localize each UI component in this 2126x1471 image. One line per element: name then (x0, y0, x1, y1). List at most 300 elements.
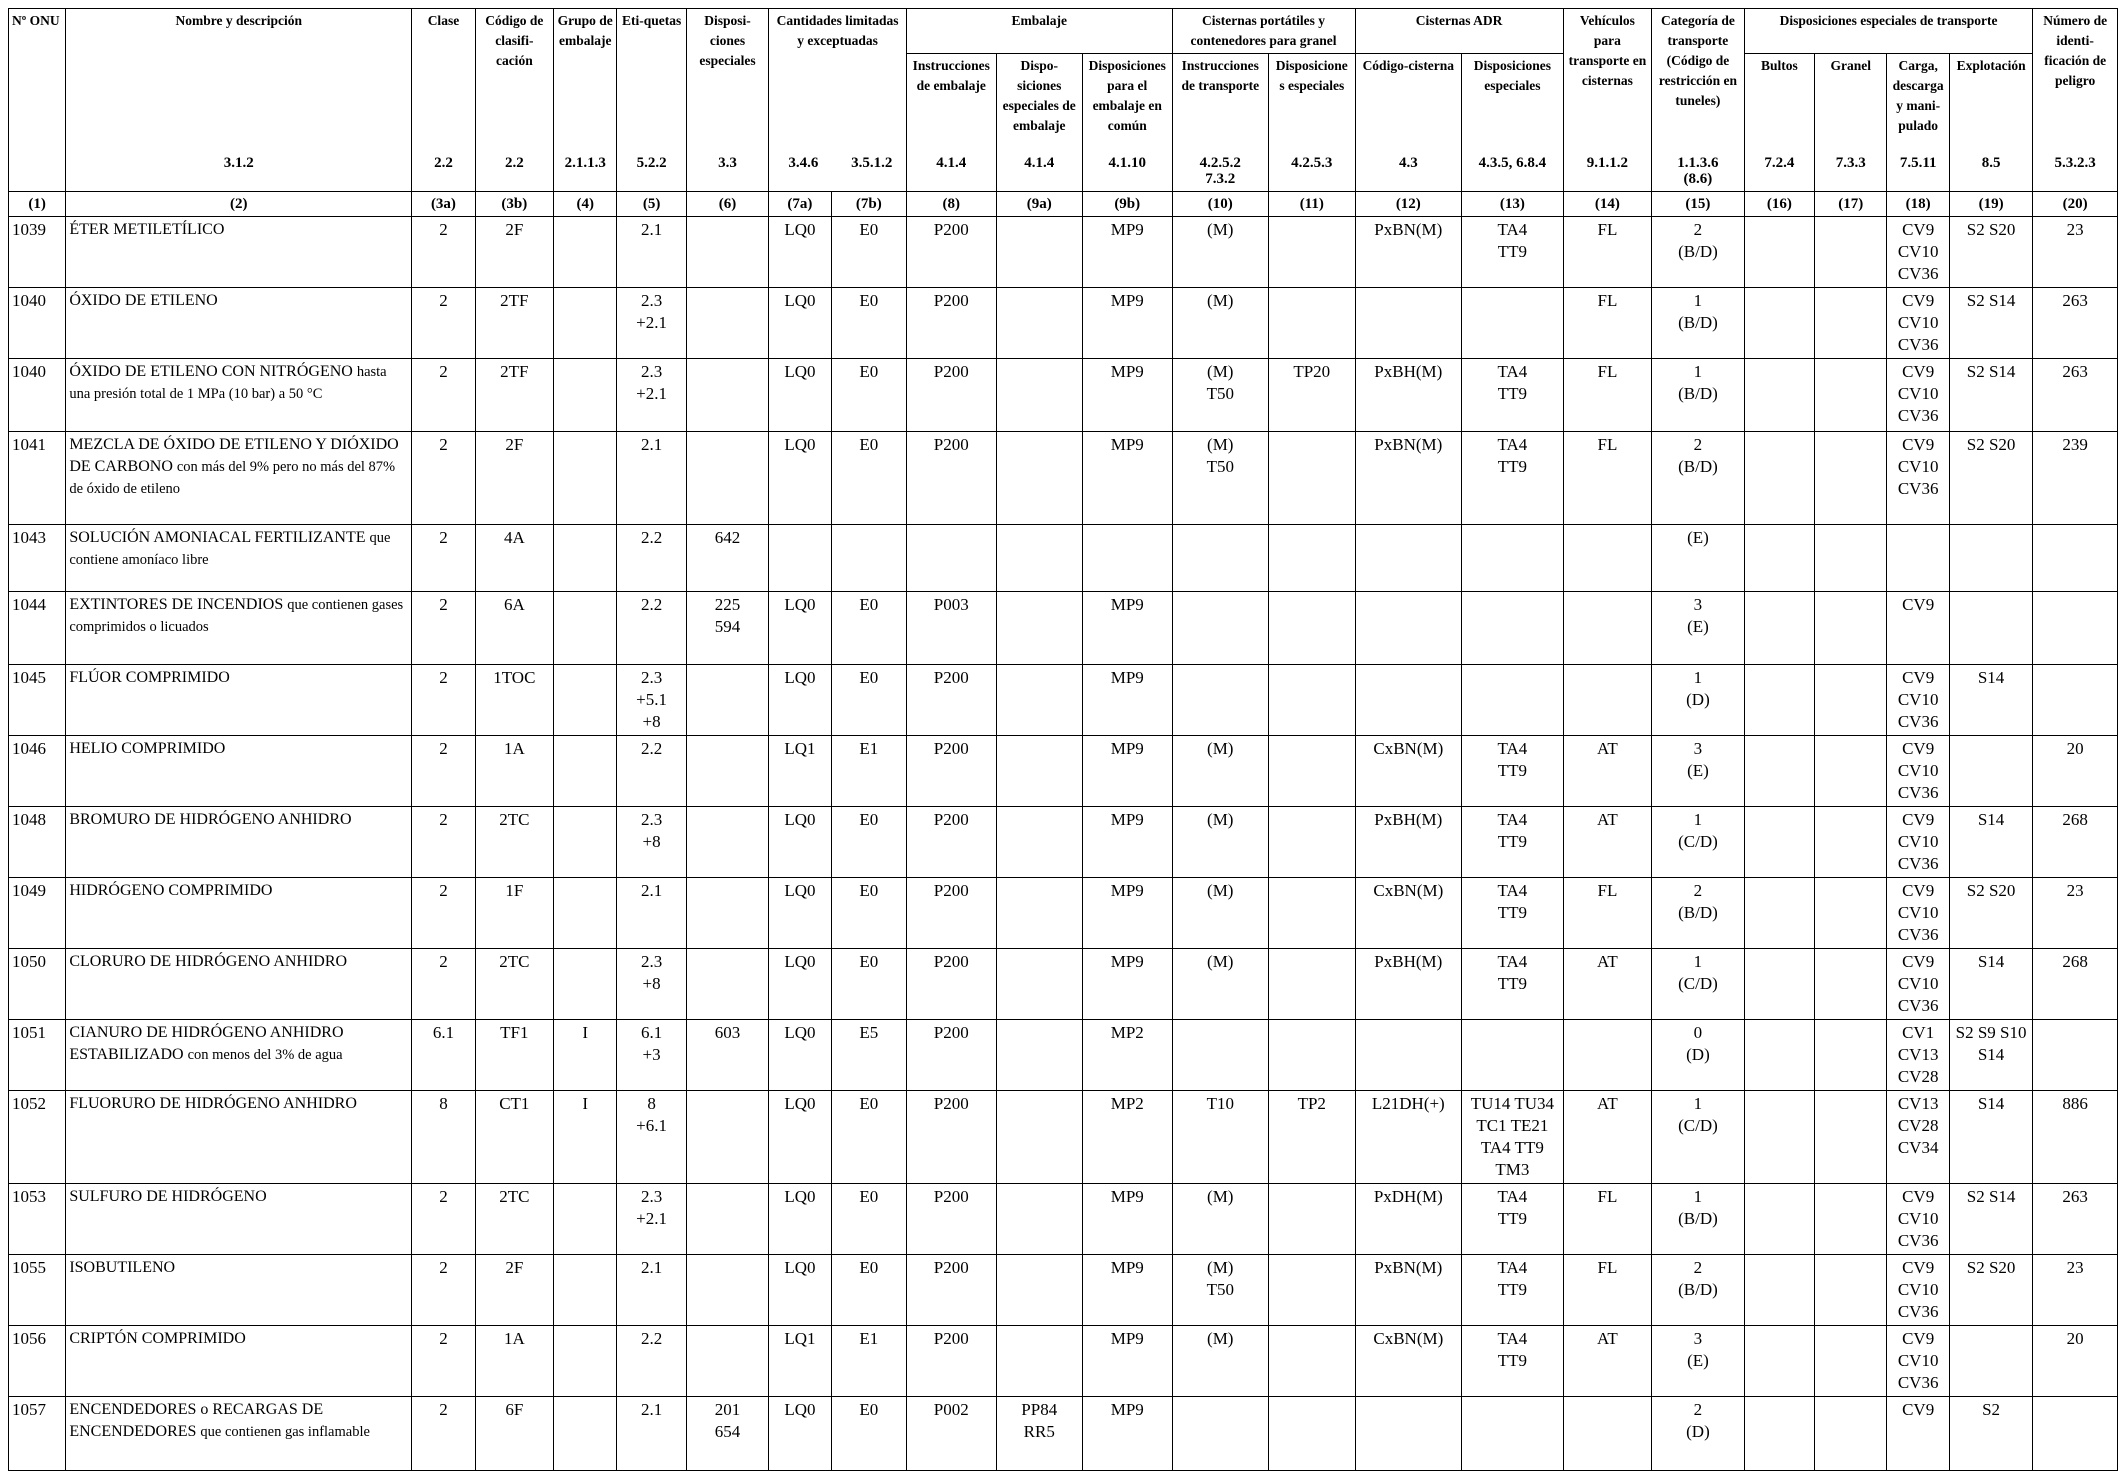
vehiculo-cisterna: FL (1563, 1255, 1652, 1326)
header-carga-ref: 7.5.11 (1899, 155, 1937, 171)
codigo-clasificacion: 2F (475, 217, 553, 288)
carga-descarga-line: CV10 (1897, 761, 1939, 780)
disposiciones-especiales-line: 603 (714, 1023, 741, 1042)
table-row (9, 1326, 2118, 1397)
etiquetas-line: 2.3 (640, 668, 663, 687)
header-cisternas-portatiles: Cisternas portátiles y contenedores para granel (1172, 9, 1355, 54)
header-explotacion-ref: 8.5 (1981, 155, 2001, 171)
explotacion (1949, 1020, 2033, 1091)
carga-descarga-line: CV28 (1897, 1116, 1939, 1135)
un-number: 1045 (9, 665, 66, 736)
vehiculo-cisterna: FL (1563, 359, 1652, 432)
numero-peligro (2033, 592, 2118, 665)
carga-descarga-line: CV34 (1897, 1138, 1939, 1157)
cisterna-portatil-instrucciones-line: (M) (1207, 220, 1234, 239)
cantidad-exceptuada: E5 (831, 1020, 906, 1091)
carga-descarga (1887, 1397, 1949, 1471)
disposiciones-especiales-line: 642 (714, 528, 741, 547)
carga-descarga (1887, 288, 1949, 359)
disposiciones-embalaje-line: PP84 (1021, 1400, 1058, 1419)
embalaje-comun: MP9 (1082, 359, 1172, 432)
granel (1815, 1326, 1887, 1397)
clase: 2 (412, 1397, 475, 1471)
header-disposiciones: Disposi-ciones especiales 3.3 (686, 9, 768, 192)
column-ref: (18) (1887, 192, 1949, 217)
cisterna-adr-disposiciones-line: TC1 TE21 (1476, 1116, 1549, 1135)
granel (1815, 1397, 1887, 1471)
cantidad-limitada: LQ1 (769, 736, 831, 807)
header-adr-disp: Disposiciones especiales 4.3.5, 6.8.4 (1462, 54, 1564, 192)
vehiculo-cisterna: AT (1563, 736, 1652, 807)
carga-descarga-line: CV36 (1897, 1231, 1939, 1250)
codigo-clasificacion: 2TC (475, 1184, 553, 1255)
header-name: Nombre y descripción 3.1.2 (66, 9, 412, 192)
column-ref: (6) (686, 192, 768, 217)
cantidad-exceptuada: E0 (831, 1397, 906, 1471)
categoria-transporte (1652, 949, 1745, 1020)
disposiciones-especiales-line: 225 (714, 595, 741, 614)
explotacion-line: S2 S9 S10 (1955, 1023, 2027, 1042)
carga-descarga-line: CV9 (1902, 952, 1935, 971)
codigo-clasificacion: 6A (475, 592, 553, 665)
clase: 2 (412, 736, 475, 807)
cisterna-portatil-instrucciones (1172, 288, 1269, 359)
codigo-clasificacion: CT1 (475, 1091, 553, 1184)
un-number: 1040 (9, 359, 66, 432)
header-disposiciones-ref: 3.3 (718, 155, 737, 171)
header-clase: Clase 2.2 (412, 9, 475, 192)
categoria-transporte (1652, 1397, 1745, 1471)
column-ref: (13) (1462, 192, 1564, 217)
etiquetas-line: +8 (642, 832, 661, 851)
un-number: 1041 (9, 432, 66, 525)
embalaje-comun: MP9 (1082, 1184, 1172, 1255)
substance-name-description: con más del 9% pero no más del 87% de óxido de etileno (69, 459, 396, 497)
header-etiquetas: Eti-quetas 5.2.2 (617, 9, 686, 192)
embalaje-comun: MP9 (1082, 807, 1172, 878)
vehiculo-cisterna (1563, 592, 1652, 665)
cantidad-exceptuada: E1 (831, 1326, 906, 1397)
cisterna-adr-disposiciones (1462, 949, 1564, 1020)
categoria-transporte-line: (E) (1687, 617, 1709, 636)
explotacion-line: S2 S20 (1966, 220, 2016, 239)
etiquetas (617, 525, 686, 592)
cantidad-limitada: LQ0 (769, 878, 831, 949)
substance-name-main: EXTINTORES DE INCENDIOS (69, 596, 284, 613)
numero-peligro: 268 (2033, 807, 2118, 878)
granel (1815, 432, 1887, 525)
embalaje-comun: MP9 (1082, 288, 1172, 359)
explotacion-line: S14 (1977, 952, 2005, 971)
vehiculo-cisterna: AT (1563, 807, 1652, 878)
header-clase-ref: 2.2 (434, 155, 453, 171)
cisterna-adr-disposiciones-line: TT9 (1497, 761, 1528, 780)
table-row (9, 878, 2118, 949)
column-ref: (15) (1652, 192, 1745, 217)
header-numero: Número de identi-ficación de peligro 5.3.2.3 (2033, 9, 2118, 192)
un-number: 1056 (9, 1326, 66, 1397)
carga-descarga-line: CV36 (1897, 335, 1939, 354)
cisterna-portatil-disposiciones (1269, 807, 1355, 878)
un-number: 1046 (9, 736, 66, 807)
codigo-clasificacion: 2F (475, 1255, 553, 1326)
codigo-cisterna: CxBN(M) (1355, 1326, 1462, 1397)
table-row (9, 1091, 2118, 1184)
header-cant-a-ref: 3.4.6 (788, 155, 819, 171)
etiquetas-line: 2.3 (640, 810, 663, 829)
header-adr-codigo-ref: 4.3 (1398, 155, 1418, 171)
column-ref: (3a) (412, 192, 475, 217)
categoria-transporte-line: 3 (1693, 595, 1703, 614)
categoria-transporte-line: 2 (1693, 220, 1703, 239)
categoria-transporte-line: 2 (1693, 1258, 1703, 1277)
explotacion (1949, 1326, 2033, 1397)
cisterna-adr-disposiciones (1462, 1020, 1564, 1091)
substance-name-main: ÓXIDO DE ETILENO (69, 292, 218, 309)
cantidad-exceptuada (831, 525, 906, 592)
cisterna-portatil-disposiciones (1269, 592, 1355, 665)
cisterna-adr-disposiciones-line: TT9 (1497, 903, 1528, 922)
etiquetas-line: +8 (642, 974, 661, 993)
codigo-clasificacion: 2TC (475, 807, 553, 878)
etiquetas (617, 1397, 686, 1471)
cisterna-portatil-disposiciones (1269, 525, 1355, 592)
cisterna-portatil-disposiciones (1269, 1326, 1355, 1397)
table-row (9, 359, 2118, 432)
substance-name (66, 1326, 412, 1397)
cisterna-portatil-instrucciones-line: (M) (1207, 810, 1234, 829)
bultos (1744, 432, 1814, 525)
carga-descarga (1887, 1326, 1949, 1397)
etiquetas-line: 2.2 (640, 1329, 663, 1348)
explotacion-line: S2 S20 (1966, 435, 2016, 454)
instrucciones-embalaje: P003 (907, 592, 997, 665)
carga-descarga (1887, 949, 1949, 1020)
substance-name (66, 1397, 412, 1471)
clase: 2 (412, 1184, 475, 1255)
carga-descarga-line: CV9 (1902, 1329, 1935, 1348)
header-name-ref: 3.1.2 (223, 155, 254, 171)
cisterna-portatil-instrucciones-line: (M) (1207, 435, 1234, 454)
granel (1815, 1184, 1887, 1255)
disposiciones-especiales (686, 359, 768, 432)
categoria-transporte-line: 1 (1693, 1187, 1703, 1206)
etiquetas (617, 217, 686, 288)
categoria-transporte-line: (E) (1687, 528, 1709, 547)
etiquetas-line: 2.1 (640, 881, 663, 900)
substance-name-main: FLUORURO DE HIDRÓGENO ANHIDRO (69, 1095, 357, 1112)
grupo-embalaje (554, 1184, 617, 1255)
cisterna-adr-disposiciones (1462, 1184, 1564, 1255)
etiquetas (617, 1326, 686, 1397)
numero-peligro (2033, 525, 2118, 592)
header-cant-b-ref: 3.5.1.2 (851, 155, 893, 171)
cisterna-portatil-instrucciones (1172, 878, 1269, 949)
granel (1815, 736, 1887, 807)
grupo-embalaje (554, 432, 617, 525)
column-ref: (1) (9, 192, 66, 217)
column-ref: (16) (1744, 192, 1814, 217)
substance-name-main: CIANURO DE HIDRÓGENO ANHIDRO ESTABILIZADO (69, 1024, 344, 1063)
numero-peligro: 23 (2033, 217, 2118, 288)
grupo-embalaje (554, 949, 617, 1020)
cisterna-portatil-disposiciones (1269, 665, 1355, 736)
header-embalaje: Embalaje (907, 9, 1173, 54)
disposiciones-especiales (686, 525, 768, 592)
cisterna-portatil-instrucciones-line: T50 (1206, 1280, 1234, 1299)
instrucciones-embalaje: P200 (907, 217, 997, 288)
table-row (9, 949, 2118, 1020)
clase: 2 (412, 359, 475, 432)
substance-name (66, 525, 412, 592)
clase: 2 (412, 949, 475, 1020)
etiquetas-line: +3 (642, 1045, 661, 1064)
cisterna-portatil-instrucciones-line: T50 (1206, 384, 1234, 403)
bultos (1744, 736, 1814, 807)
carga-descarga-line: CV10 (1897, 1209, 1939, 1228)
carga-descarga-line: CV36 (1897, 264, 1939, 283)
substance-name (66, 736, 412, 807)
header-onu: Nº ONU (9, 9, 66, 192)
un-number: 1040 (9, 288, 66, 359)
codigo-clasificacion: 1A (475, 736, 553, 807)
codigo-clasificacion: 6F (475, 1397, 553, 1471)
cisterna-portatil-instrucciones-line: (M) (1207, 1329, 1234, 1348)
cisterna-adr-disposiciones (1462, 288, 1564, 359)
explotacion-line: S2 S14 (1966, 1187, 2016, 1206)
granel (1815, 665, 1887, 736)
clase: 2 (412, 525, 475, 592)
header-carga: Carga, descarga y mani-pulado 7.5.11 (1887, 54, 1949, 192)
carga-descarga-line: CV10 (1897, 313, 1939, 332)
vehiculo-cisterna (1563, 1020, 1652, 1091)
etiquetas-line: +2.1 (636, 384, 667, 403)
etiquetas (617, 359, 686, 432)
categoria-transporte (1652, 1255, 1745, 1326)
instrucciones-embalaje (907, 525, 997, 592)
column-ref: (4) (554, 192, 617, 217)
cantidad-limitada: LQ0 (769, 592, 831, 665)
carga-descarga-line: CV36 (1897, 406, 1939, 425)
etiquetas (617, 592, 686, 665)
header-adr-codigo: Código-cisterna 4.3 (1355, 54, 1462, 192)
un-number: 1048 (9, 807, 66, 878)
cisterna-portatil-disposiciones (1269, 949, 1355, 1020)
explotacion-line: S2 (1982, 1400, 2001, 1419)
instrucciones-embalaje: P200 (907, 288, 997, 359)
carga-descarga-line: CV9 (1902, 291, 1935, 310)
substance-name-description: con menos del 3% de agua (187, 1047, 343, 1063)
dangerous-goods-table-sheet (8, 8, 2118, 1441)
disposiciones-embalaje (996, 1184, 1082, 1255)
vehiculo-cisterna: FL (1563, 432, 1652, 525)
etiquetas-line: 2.1 (640, 1400, 663, 1419)
grupo-embalaje (554, 807, 617, 878)
instrucciones-embalaje: P200 (907, 807, 997, 878)
categoria-transporte-line: (E) (1687, 761, 1709, 780)
granel (1815, 288, 1887, 359)
cisterna-adr-disposiciones (1462, 1091, 1564, 1184)
codigo-clasificacion: 2TF (475, 359, 553, 432)
bultos (1744, 359, 1814, 432)
cisterna-portatil-instrucciones-line: (M) (1207, 952, 1234, 971)
substance-name (66, 1184, 412, 1255)
cisterna-adr-disposiciones (1462, 736, 1564, 807)
cisterna-portatil-instrucciones (1172, 807, 1269, 878)
cantidad-limitada: LQ1 (769, 1326, 831, 1397)
cisterna-adr-disposiciones-line: TA4 (1497, 1329, 1528, 1348)
embalaje-comun: MP9 (1082, 1326, 1172, 1397)
substance-name-description: hasta una presión total de 1 MPa (10 bar) a 50 °C (69, 364, 387, 402)
granel (1815, 807, 1887, 878)
codigo-cisterna: CxBN(M) (1355, 736, 1462, 807)
carga-descarga-line: CV9 (1902, 668, 1935, 687)
codigo-clasificacion: 1TOC (475, 665, 553, 736)
column-ref: (11) (1269, 192, 1355, 217)
cantidad-limitada: LQ0 (769, 359, 831, 432)
cantidad-exceptuada: E0 (831, 949, 906, 1020)
cisterna-adr-disposiciones (1462, 807, 1564, 878)
header-emb-instr-ref: 4.1.4 (936, 155, 967, 171)
header-vehiculos: Vehículos para transporte en cisternas 9.1.1.2 (1563, 9, 1652, 192)
clase: 2 (412, 1255, 475, 1326)
column-ref: (7b) (831, 192, 906, 217)
column-ref: (12) (1355, 192, 1462, 217)
categoria-transporte-line: (B/D) (1678, 1280, 1718, 1299)
etiquetas-line: 2.3 (640, 362, 663, 381)
cisterna-portatil-disposiciones (1269, 878, 1355, 949)
cantidad-exceptuada: E0 (831, 217, 906, 288)
numero-peligro (2033, 1397, 2118, 1471)
categoria-transporte-line: 1 (1693, 810, 1703, 829)
table-row (9, 665, 2118, 736)
categoria-transporte-line: 1 (1693, 668, 1703, 687)
cantidad-limitada: LQ0 (769, 1091, 831, 1184)
etiquetas (617, 1020, 686, 1091)
explotacion (1949, 1184, 2033, 1255)
disposiciones-embalaje (996, 525, 1082, 592)
cisterna-adr-disposiciones-line: TT9 (1497, 1351, 1528, 1370)
carga-descarga-line: CV36 (1897, 996, 1939, 1015)
column-ref: (3b) (475, 192, 553, 217)
vehiculo-cisterna (1563, 1397, 1652, 1471)
explotacion-line: S14 (1977, 1045, 2005, 1064)
etiquetas-line: +5.1 (636, 690, 667, 709)
clase: 2 (412, 1326, 475, 1397)
categoria-transporte (1652, 736, 1745, 807)
numero-peligro: 20 (2033, 1326, 2118, 1397)
categoria-transporte (1652, 432, 1745, 525)
embalaje-comun: MP9 (1082, 592, 1172, 665)
carga-descarga (1887, 432, 1949, 525)
granel (1815, 1255, 1887, 1326)
codigo-cisterna: PxBN(M) (1355, 1255, 1462, 1326)
etiquetas (617, 736, 686, 807)
un-number: 1057 (9, 1397, 66, 1471)
grupo-embalaje (554, 736, 617, 807)
etiquetas-line: 2.3 (640, 952, 663, 971)
header-granel-ref: 7.3.3 (1835, 155, 1866, 171)
substance-name-main: HIDRÓGENO COMPRIMIDO (69, 882, 273, 899)
header-cp-instr-ref: 4.2.5.2 (1199, 155, 1241, 171)
numero-peligro: 268 (2033, 949, 2118, 1020)
instrucciones-embalaje: P200 (907, 432, 997, 525)
embalaje-comun: MP9 (1082, 878, 1172, 949)
categoria-transporte-line: (B/D) (1678, 457, 1718, 476)
clase: 2 (412, 288, 475, 359)
etiquetas (617, 949, 686, 1020)
carga-descarga-line: CV13 (1897, 1045, 1939, 1064)
cisterna-adr-disposiciones-line: TM3 (1495, 1160, 1530, 1179)
cisterna-adr-disposiciones-line: TT9 (1497, 457, 1528, 476)
cisterna-adr-disposiciones (1462, 525, 1564, 592)
carga-descarga-line: CV9 (1902, 1400, 1935, 1419)
cisterna-portatil-instrucciones-line: (M) (1207, 1258, 1234, 1277)
vehiculo-cisterna: FL (1563, 1184, 1652, 1255)
substance-name-main: SOLUCIÓN AMONIACAL FERTILIZANTE (69, 529, 366, 546)
etiquetas-line: +2.1 (636, 1209, 667, 1228)
vehiculo-cisterna: FL (1563, 217, 1652, 288)
instrucciones-embalaje: P200 (907, 949, 997, 1020)
column-ref: (9b) (1082, 192, 1172, 217)
carga-descarga-line: CV9 (1902, 881, 1935, 900)
cisterna-adr-disposiciones-line: TA4 (1497, 1258, 1528, 1277)
carga-descarga-line: CV9 (1902, 362, 1935, 381)
explotacion (1949, 217, 2033, 288)
carga-descarga-line: CV36 (1897, 1302, 1939, 1321)
granel (1815, 592, 1887, 665)
cantidad-limitada: LQ0 (769, 1397, 831, 1471)
categoria-transporte-line: (B/D) (1678, 384, 1718, 403)
cisterna-adr-disposiciones-line: TA4 (1497, 952, 1528, 971)
column-ref: (7a) (769, 192, 831, 217)
disposiciones-embalaje-line: RR5 (1023, 1422, 1055, 1441)
cisterna-portatil-disposiciones: TP2 (1269, 1091, 1355, 1184)
categoria-transporte-line: 3 (1693, 739, 1703, 758)
disposiciones-embalaje (996, 665, 1082, 736)
grupo-embalaje (554, 217, 617, 288)
clase: 2 (412, 878, 475, 949)
substance-name-main: FLÚOR COMPRIMIDO (69, 669, 230, 686)
disposiciones-embalaje (996, 878, 1082, 949)
bultos (1744, 525, 1814, 592)
table-row (9, 807, 2118, 878)
cisterna-adr-disposiciones-line: TT9 (1497, 832, 1528, 851)
header-cp-instr: Instrucciones de transporte 4.2.5.2 7.3.2 (1172, 54, 1269, 192)
categoria-transporte (1652, 288, 1745, 359)
header-categoria: Categoría de transporte (Código de restricción en tuneles) 1.1.3.6 (8.6) (1652, 9, 1745, 192)
carga-descarga-line: CV28 (1897, 1067, 1939, 1086)
disposiciones-especiales (686, 288, 768, 359)
substance-name-main: HELIO COMPRIMIDO (69, 740, 226, 757)
cisterna-portatil-instrucciones-line: T10 (1206, 1094, 1234, 1113)
granel (1815, 525, 1887, 592)
categoria-transporte-line: 0 (1693, 1023, 1703, 1042)
etiquetas (617, 432, 686, 525)
disposiciones-embalaje (996, 359, 1082, 432)
granel (1815, 359, 1887, 432)
categoria-transporte-line: (D) (1686, 1422, 1710, 1441)
disposiciones-embalaje (996, 432, 1082, 525)
cisterna-portatil-instrucciones-line: (M) (1207, 881, 1234, 900)
categoria-transporte-line: 1 (1693, 291, 1703, 310)
cisterna-portatil-instrucciones (1172, 592, 1269, 665)
cisterna-adr-disposiciones (1462, 432, 1564, 525)
clase: 6.1 (412, 1020, 475, 1091)
numero-peligro: 263 (2033, 288, 2118, 359)
cisterna-adr-disposiciones-line: TA4 (1497, 739, 1528, 758)
bultos (1744, 1091, 1814, 1184)
